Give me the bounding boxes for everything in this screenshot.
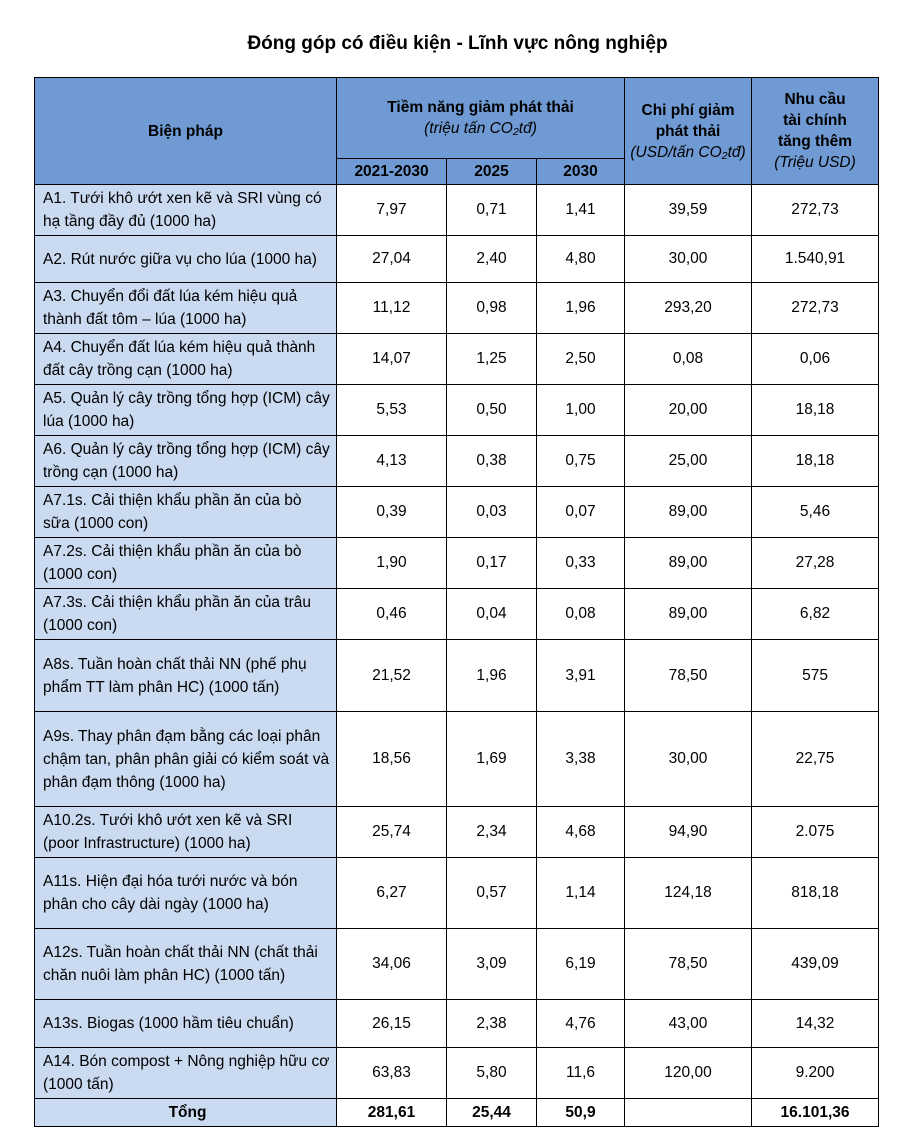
- cost-value: 78,50: [625, 929, 752, 1000]
- value-2030: 6,19: [537, 929, 625, 1000]
- finance-need-value: 18,18: [752, 436, 879, 487]
- value-2030: 1,00: [537, 385, 625, 436]
- value-2021-2030: 34,06: [337, 929, 447, 1000]
- total-cost-value: [625, 1099, 752, 1127]
- value-2021-2030: 18,56: [337, 712, 447, 807]
- finance-need-value: 18,18: [752, 385, 879, 436]
- page-title: Đóng góp có điều kiện - Lĩnh vực nông nghiệp: [247, 33, 668, 54]
- table-row: [35, 283, 879, 334]
- measure-label: A2. Rút nước giữa vụ cho lúa (1000 ha): [35, 236, 337, 283]
- measure-label: A9s. Thay phân đạm bằng các loại phân chậm tan, phân phân giải có kiểm soát và phân đạm thông (1000 ha): [35, 712, 337, 807]
- table-row: [35, 929, 879, 1000]
- value-2030: 11,6: [537, 1048, 625, 1099]
- finance-need-value: 272,73: [752, 185, 879, 236]
- measure-label: A10.2s. Tưới khô ướt xen kẽ và SRI (poor Infrastructure) (1000 ha): [35, 807, 337, 858]
- header-cost: [625, 78, 752, 185]
- value-2025: 3,09: [447, 929, 537, 1000]
- value-2021-2030: 26,15: [337, 1000, 447, 1048]
- finance-need-value: 818,18: [752, 858, 879, 929]
- table-row: [35, 385, 879, 436]
- measure-label: A14. Bón compost + Nông nghiệp hữu cơ (1000 tấn): [35, 1048, 337, 1099]
- value-2021-2030: 21,52: [337, 640, 447, 712]
- value-2030: 4,68: [537, 807, 625, 858]
- cost-value: 293,20: [625, 283, 752, 334]
- total-value-2021-2030: 281,61: [337, 1099, 447, 1127]
- finance-need-value: 14,32: [752, 1000, 879, 1048]
- value-2030: 1,96: [537, 283, 625, 334]
- value-2021-2030: 27,04: [337, 236, 447, 283]
- value-2025: 0,17: [447, 538, 537, 589]
- value-2025: 0,03: [447, 487, 537, 538]
- measure-label: A11s. Hiện đại hóa tưới nước và bón phân cho cây dài ngày (1000 ha): [35, 858, 337, 929]
- cost-value: 0,08: [625, 334, 752, 385]
- value-2021-2030: 5,53: [337, 385, 447, 436]
- table-row: [35, 1048, 879, 1099]
- total-value-2030: 50,9: [537, 1099, 625, 1127]
- total-label: Tổng: [35, 1099, 337, 1127]
- cost-value: 43,00: [625, 1000, 752, 1048]
- table-row: [35, 334, 879, 385]
- header-year-2030: 2030: [537, 159, 625, 185]
- table-row: [35, 712, 879, 807]
- table-row: [35, 487, 879, 538]
- header-need-line1: Nhu cầu: [784, 91, 846, 108]
- value-2025: 1,25: [447, 334, 537, 385]
- finance-need-value: 0,06: [752, 334, 879, 385]
- value-2025: 0,38: [447, 436, 537, 487]
- table-row: [35, 589, 879, 640]
- finance-need-value: 439,09: [752, 929, 879, 1000]
- cost-value: 25,00: [625, 436, 752, 487]
- table-row: [35, 185, 879, 236]
- value-2030: 4,80: [537, 236, 625, 283]
- value-2025: 1,96: [447, 640, 537, 712]
- header-potential-title: Tiềm năng giảm phát thải: [387, 99, 574, 116]
- header-year-2025: 2025: [447, 159, 537, 185]
- header-need: [752, 78, 879, 185]
- value-2030: 2,50: [537, 334, 625, 385]
- cost-value: 39,59: [625, 185, 752, 236]
- value-2021-2030: 6,27: [337, 858, 447, 929]
- total-finance-need-value: 16.101,36: [752, 1099, 879, 1127]
- table-row: [35, 807, 879, 858]
- cost-value: 89,00: [625, 589, 752, 640]
- cost-value: 30,00: [625, 236, 752, 283]
- measure-label: A12s. Tuần hoàn chất thải NN (chất thải chăn nuôi làm phân HC) (1000 tấn): [35, 929, 337, 1000]
- value-2021-2030: 14,07: [337, 334, 447, 385]
- cost-value: 124,18: [625, 858, 752, 929]
- table-row: [35, 1000, 879, 1048]
- measure-label: A8s. Tuần hoàn chất thải NN (phế phụ phẩm TT làm phân HC) (1000 tấn): [35, 640, 337, 712]
- finance-need-value: 272,73: [752, 283, 879, 334]
- value-2030: 0,07: [537, 487, 625, 538]
- value-2025: 1,69: [447, 712, 537, 807]
- value-2025: 5,80: [447, 1048, 537, 1099]
- measure-label: A7.3s. Cải thiện khẩu phần ăn của trâu (1000 con): [35, 589, 337, 640]
- measure-label: A1. Tưới khô ướt xen kẽ và SRI vùng có hạ tầng đầy đủ (1000 ha): [35, 185, 337, 236]
- table-body: [35, 185, 879, 1127]
- total-row: [35, 1099, 879, 1127]
- value-2030: 3,91: [537, 640, 625, 712]
- value-2025: 0,04: [447, 589, 537, 640]
- cost-value: 89,00: [625, 538, 752, 589]
- value-2030: 3,38: [537, 712, 625, 807]
- value-2025: 2,34: [447, 807, 537, 858]
- total-value-2025: 25,44: [447, 1099, 537, 1127]
- cost-value: 30,00: [625, 712, 752, 807]
- value-2030: 1,14: [537, 858, 625, 929]
- header-need-unit: (Triệu USD): [774, 154, 856, 171]
- value-2021-2030: 63,83: [337, 1048, 447, 1099]
- value-2030: 0,75: [537, 436, 625, 487]
- header-cost-line1: Chi phí giảm: [641, 101, 735, 119]
- header-potential: [337, 78, 625, 159]
- header-year-2021-2030: 2021-2030: [337, 159, 447, 185]
- measure-label: A7.2s. Cải thiện khẩu phần ăn của bò (1000 con): [35, 538, 337, 589]
- value-2021-2030: 7,97: [337, 185, 447, 236]
- header-cost-line2: phát thải: [655, 122, 721, 140]
- value-2021-2030: 1,90: [337, 538, 447, 589]
- measure-label: A13s. Biogas (1000 hầm tiêu chuẩn): [35, 1000, 337, 1048]
- measure-label: A7.1s. Cải thiện khẩu phần ăn của bò sữa (1000 con): [35, 487, 337, 538]
- value-2030: 0,08: [537, 589, 625, 640]
- value-2030: 4,76: [537, 1000, 625, 1048]
- cost-value: 120,00: [625, 1048, 752, 1099]
- value-2030: 0,33: [537, 538, 625, 589]
- value-2021-2030: 0,46: [337, 589, 447, 640]
- header-measure: Biện pháp: [35, 78, 337, 185]
- value-2030: 1,41: [537, 185, 625, 236]
- value-2021-2030: 0,39: [337, 487, 447, 538]
- measure-label: A6. Quản lý cây trồng tổng hợp (ICM) cây trồng cạn (1000 ha): [35, 436, 337, 487]
- value-2025: 2,40: [447, 236, 537, 283]
- emissions-table: [34, 77, 879, 1127]
- finance-need-value: 5,46: [752, 487, 879, 538]
- finance-need-value: 575: [752, 640, 879, 712]
- header-potential-unit: (triệu tấn CO₂tđ): [424, 120, 537, 137]
- finance-need-value: 2.075: [752, 807, 879, 858]
- finance-need-value: 9.200: [752, 1048, 879, 1099]
- cost-value: 89,00: [625, 487, 752, 538]
- table-row: [35, 858, 879, 929]
- table-row: [35, 538, 879, 589]
- value-2025: 0,57: [447, 858, 537, 929]
- table-row: [35, 640, 879, 712]
- measure-label: A4. Chuyển đất lúa kém hiệu quả thành đất cây trồng cạn (1000 ha): [35, 334, 337, 385]
- table-row: [35, 436, 879, 487]
- value-2021-2030: 11,12: [337, 283, 447, 334]
- measure-label: A3. Chuyển đổi đất lúa kém hiệu quả thành đất tôm – lúa (1000 ha): [35, 283, 337, 334]
- cost-value: 78,50: [625, 640, 752, 712]
- value-2025: 0,71: [447, 185, 537, 236]
- finance-need-value: 22,75: [752, 712, 879, 807]
- finance-need-value: 1.540,91: [752, 236, 879, 283]
- header-cost-unit: (USD/tấn CO₂tđ): [630, 143, 746, 161]
- value-2025: 0,98: [447, 283, 537, 334]
- finance-need-value: 27,28: [752, 538, 879, 589]
- header-need-line3: tăng thêm: [777, 133, 853, 150]
- value-2021-2030: 25,74: [337, 807, 447, 858]
- finance-need-value: 6,82: [752, 589, 879, 640]
- cost-value: 20,00: [625, 385, 752, 436]
- cost-value: 94,90: [625, 807, 752, 858]
- value-2021-2030: 4,13: [337, 436, 447, 487]
- value-2025: 2,38: [447, 1000, 537, 1048]
- measure-label: A5. Quản lý cây trồng tổng hợp (ICM) cây lúa (1000 ha): [35, 385, 337, 436]
- value-2025: 0,50: [447, 385, 537, 436]
- header-need-line2: tài chính: [783, 112, 847, 129]
- table-row: [35, 236, 879, 283]
